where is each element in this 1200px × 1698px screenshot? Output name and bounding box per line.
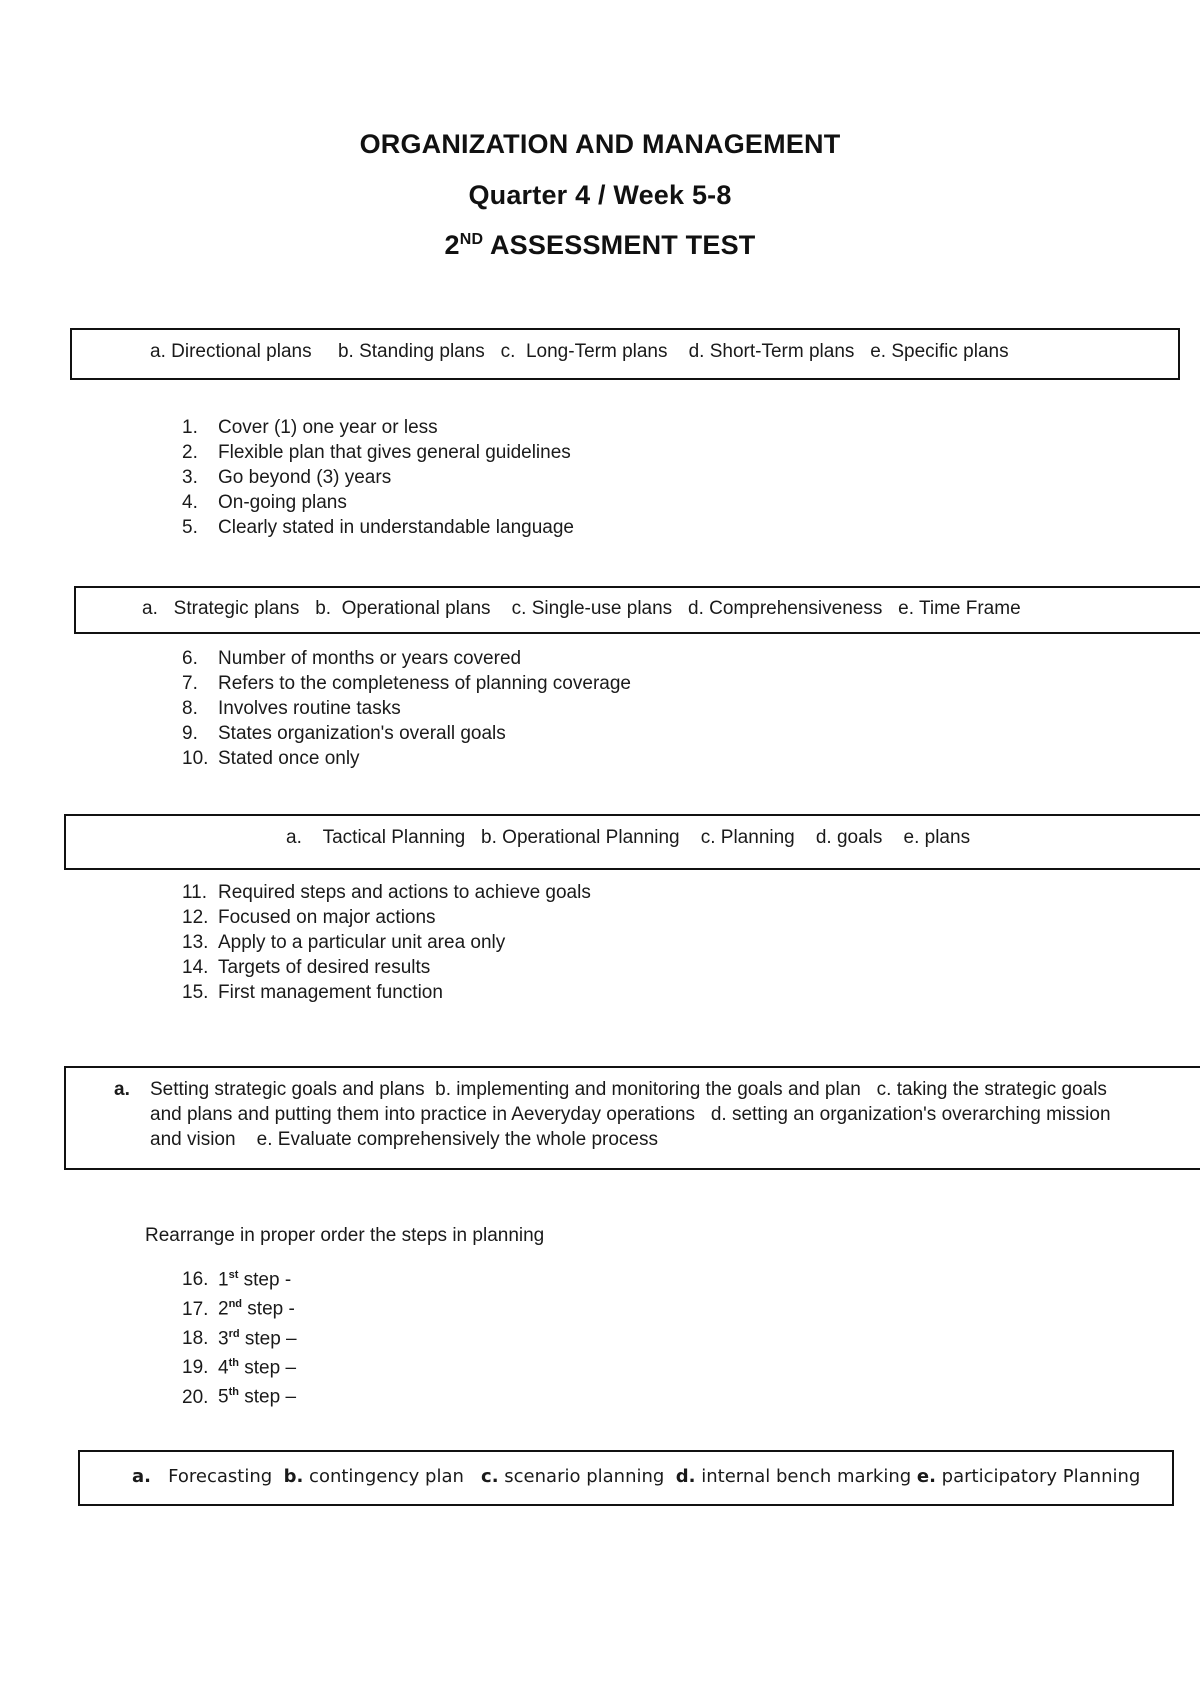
question-text: step - xyxy=(242,1298,295,1320)
question-ordinal: 3 xyxy=(218,1327,229,1349)
question-item xyxy=(182,440,574,465)
ordinal-suffix: nd xyxy=(228,1298,243,1311)
question-number: 16. xyxy=(182,1269,209,1291)
question-list-4 xyxy=(182,1263,297,1410)
question-text: Required steps and actions to achieve goals xyxy=(218,882,591,903)
question-text: Stated once only xyxy=(218,748,360,769)
test-ordinal: 2 xyxy=(444,230,460,260)
choice-text: internal bench marking xyxy=(695,1466,917,1487)
test-ordinal-suffix: ND xyxy=(459,231,484,248)
ordinal-suffix: st xyxy=(228,1269,239,1281)
question-number: 2. xyxy=(182,442,198,463)
question-item xyxy=(182,1351,297,1380)
question-number: 20. xyxy=(182,1386,209,1408)
question-text: step - xyxy=(238,1269,292,1291)
question-item xyxy=(182,721,631,746)
question-text: Targets of desired results xyxy=(218,957,431,978)
question-number: 8. xyxy=(182,698,198,719)
question-item xyxy=(182,980,591,1005)
question-text: step – xyxy=(238,1357,297,1379)
question-text: Refers to the completeness of planning coverage xyxy=(218,673,631,694)
question-item xyxy=(182,1263,297,1292)
instruction-text: Rearrange in proper order the steps in planning xyxy=(145,1225,545,1246)
choice-letter: a. xyxy=(132,1466,151,1487)
question-item xyxy=(182,880,591,905)
question-number: 3. xyxy=(182,467,198,488)
document-subtitle: Quarter 4 / Week 5-8 xyxy=(468,180,732,210)
question-number: 13. xyxy=(182,932,209,953)
question-item xyxy=(182,696,631,721)
question-text: On-going plans xyxy=(218,492,347,513)
choice-letter: d. xyxy=(675,1466,696,1487)
choices-box-2 xyxy=(74,586,1200,634)
ordinal-suffix: th xyxy=(228,1386,239,1399)
question-number: 18. xyxy=(182,1327,209,1349)
choices-box-4 xyxy=(64,1066,1200,1170)
question-number: 4. xyxy=(182,492,198,513)
question-list-3 xyxy=(182,880,591,1005)
question-text: First management function xyxy=(218,982,443,1003)
question-text: Cover (1) one year or less xyxy=(218,417,438,438)
ordinal-suffix: rd xyxy=(228,1327,240,1340)
choices-line xyxy=(132,1466,1140,1487)
question-number: 9. xyxy=(182,723,198,744)
question-number: 5. xyxy=(182,517,198,538)
choice-text: contingency plan xyxy=(303,1466,482,1487)
choices-line: a. Tactical Planning b. Operational Planning c. Planning d. goals e. plans xyxy=(286,827,971,848)
test-heading xyxy=(0,230,1200,261)
question-list-2 xyxy=(182,646,631,771)
choices-line: Setting strategic goals and plans b. implementing and monitoring the goals and plan c. taking the strategic goals xyxy=(150,1079,1107,1100)
question-number: 19. xyxy=(182,1357,209,1379)
question-item xyxy=(182,465,574,490)
question-ordinal: 5 xyxy=(218,1386,229,1408)
question-text: Involves routine tasks xyxy=(218,698,401,719)
question-number: 12. xyxy=(182,907,209,928)
choices-line: a. Strategic plans b. Operational plans c. Single-use plans d. Comprehensiveness e. Time Frame xyxy=(142,598,1021,619)
question-item xyxy=(182,955,591,980)
choices-box-5 xyxy=(78,1450,1174,1506)
ordinal-suffix: th xyxy=(228,1356,239,1369)
choices-line: a. Directional plans b. Standing plans c. Long-Term plans d. Short-Term plans e. Specific plans xyxy=(150,341,1009,362)
question-text: Flexible plan that gives general guidelines xyxy=(218,442,571,463)
question-number: 17. xyxy=(182,1298,209,1320)
question-number: 14. xyxy=(182,957,209,978)
choices-marker: a. xyxy=(114,1079,130,1100)
choice-letter: b. xyxy=(283,1466,304,1487)
question-item xyxy=(182,671,631,696)
question-item xyxy=(182,490,574,515)
choice-letter: e. xyxy=(916,1466,936,1487)
question-item xyxy=(182,1292,297,1321)
question-text: step – xyxy=(238,1386,297,1408)
choices-box-1 xyxy=(70,328,1180,380)
question-number: 15. xyxy=(182,982,209,1003)
choices-box-3 xyxy=(64,814,1200,870)
question-number: 10. xyxy=(182,748,209,769)
question-ordinal: 1 xyxy=(218,1269,229,1291)
question-number: 1. xyxy=(182,417,198,438)
question-item xyxy=(182,646,631,671)
question-item xyxy=(182,1322,297,1351)
test-name: ASSESSMENT TEST xyxy=(489,230,756,260)
document-title: ORGANIZATION AND MANAGEMENT xyxy=(359,129,841,159)
choice-text: Forecasting xyxy=(150,1466,284,1487)
question-text: Apply to a particular unit area only xyxy=(218,932,506,953)
question-number: 6. xyxy=(182,648,198,669)
question-item xyxy=(182,746,631,771)
choices-line: and plans and putting them into practice in Aeveryday operations d. setting an organization's overarching mission xyxy=(150,1104,1111,1125)
question-text: Go beyond (3) years xyxy=(218,467,392,488)
question-number: 7. xyxy=(182,673,198,694)
question-ordinal: 2 xyxy=(218,1298,229,1320)
question-text: Focused on major actions xyxy=(218,907,436,928)
choices-line: and vision e. Evaluate comprehensively the whole process xyxy=(150,1129,658,1150)
question-item xyxy=(182,905,591,930)
question-number: 11. xyxy=(182,882,208,903)
question-text: Number of months or years covered xyxy=(218,648,522,669)
question-text: States organization's overall goals xyxy=(218,723,506,744)
question-item xyxy=(182,1380,297,1409)
question-text: Clearly stated in understandable language xyxy=(218,517,574,538)
question-item xyxy=(182,930,591,955)
question-ordinal: 4 xyxy=(218,1357,229,1379)
question-item xyxy=(182,415,574,440)
question-item xyxy=(182,515,574,540)
choice-text: scenario planning xyxy=(498,1466,676,1487)
choice-text: participatory Planning xyxy=(935,1466,1141,1487)
choice-letter: c. xyxy=(481,1466,499,1487)
question-text: step – xyxy=(239,1327,297,1349)
question-list-1 xyxy=(182,415,574,540)
